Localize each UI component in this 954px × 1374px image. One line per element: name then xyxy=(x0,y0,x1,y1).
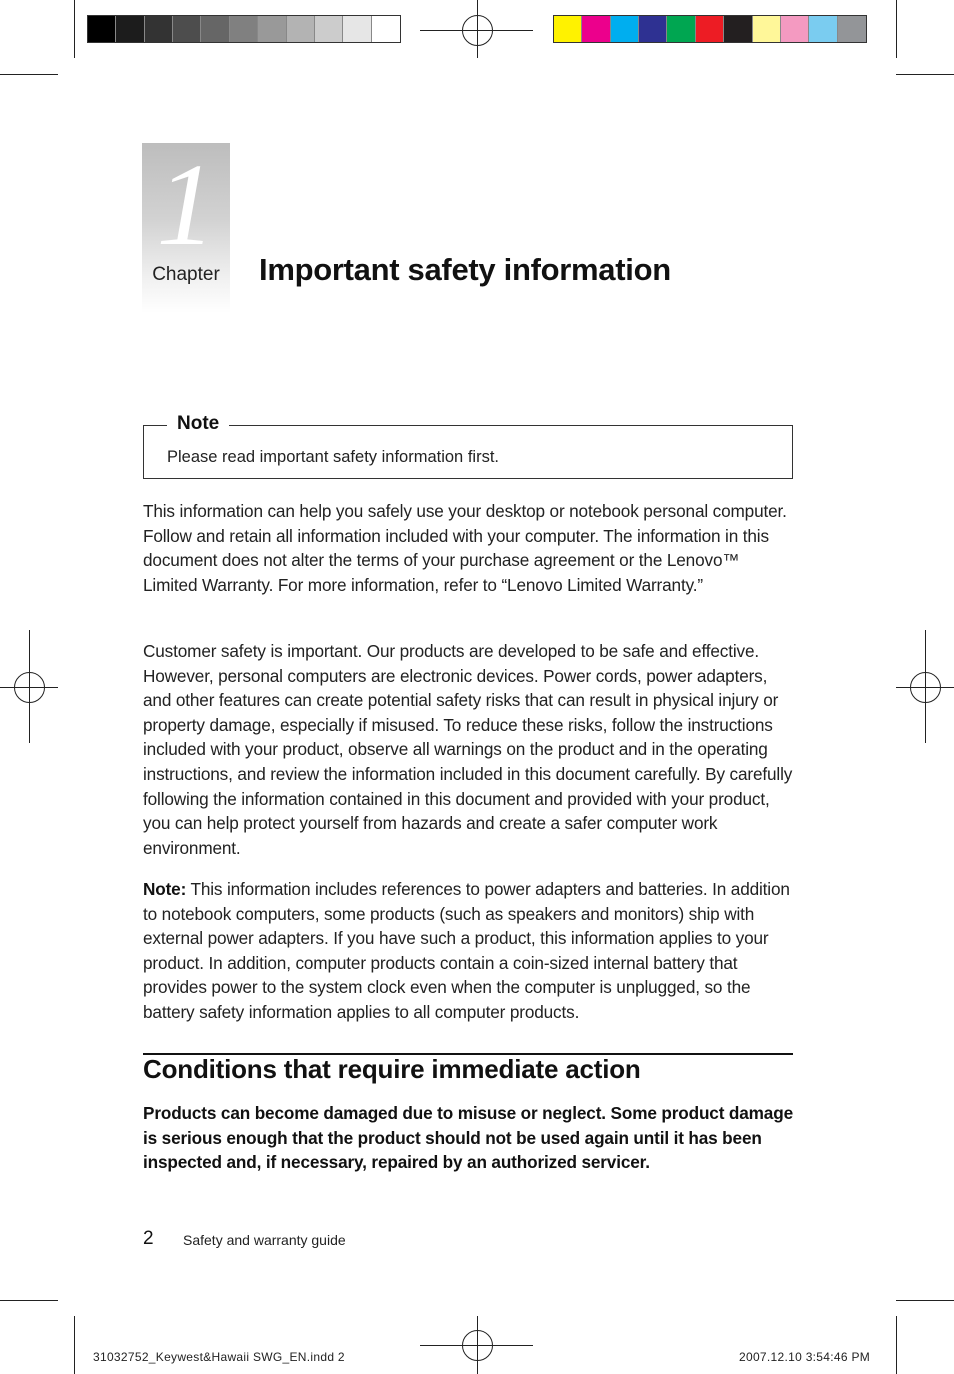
color-swatch xyxy=(753,16,781,42)
note-lead: Note: xyxy=(143,879,187,899)
color-swatch xyxy=(781,16,809,42)
slug-filename: 31032752_Keywest&Hawaii SWG_EN.indd 2 xyxy=(93,1350,345,1364)
crop-mark xyxy=(74,0,75,58)
color-swatch xyxy=(372,16,400,42)
crop-mark xyxy=(0,74,58,75)
page-number: 2 xyxy=(143,1228,154,1249)
chapter-label: Chapter xyxy=(152,264,220,285)
grayscale-color-bar xyxy=(87,15,401,43)
process-color-bar xyxy=(553,15,867,43)
crop-mark xyxy=(896,1300,954,1301)
section-intro: Products can become damaged due to misuse or neglect. Some product damage is serious enough that the product should not be used again until it has been inspected and, if necessary, repaired by an authorized servicer. xyxy=(143,1103,793,1173)
slug-timestamp: 2007.12.10 3:54:46 PM xyxy=(739,1350,871,1364)
color-swatch xyxy=(724,16,752,42)
crop-mark xyxy=(896,1316,897,1374)
color-swatch xyxy=(639,16,667,42)
color-swatch xyxy=(315,16,343,42)
crop-mark xyxy=(896,74,954,75)
note-paragraph-text: This information includes references to power adapters and batteries. In addition to notebook computers, some products (such as speakers and monitors) ship with external power adapters. If you have such a product, this information applies to your product. In addition, computer products contain a coin-sized internal battery that provides power to the system clock even when the computer is unplugged, so the battery safety information applies to all computer products. xyxy=(143,879,790,1022)
color-swatch xyxy=(173,16,201,42)
chapter-number: 1 xyxy=(156,139,216,270)
color-swatch xyxy=(201,16,229,42)
note-label: Note xyxy=(167,413,229,435)
color-swatch xyxy=(809,16,837,42)
color-swatch xyxy=(582,16,610,42)
crop-mark xyxy=(896,0,897,58)
color-swatch xyxy=(116,16,144,42)
color-swatch xyxy=(838,16,866,42)
intro-paragraph: This information can help you safely use your desktop or notebook personal computer. Follow and retain all information included with your computer. The information in this document does not alter the terms of your purchase agreement or the Lenovo™ Limited Warranty. For more information, refer to “Lenovo Limited Warranty.” xyxy=(143,501,787,595)
color-swatch xyxy=(554,16,582,42)
color-swatch xyxy=(696,16,724,42)
page-title: Important safety information xyxy=(259,252,671,287)
crop-mark xyxy=(0,1300,58,1301)
note-paragraph xyxy=(143,877,798,1025)
color-swatch xyxy=(258,16,286,42)
running-footer: Safety and warranty guide xyxy=(183,1232,346,1248)
color-swatch xyxy=(230,16,258,42)
color-swatch xyxy=(145,16,173,42)
crop-mark xyxy=(74,1316,75,1374)
color-swatch xyxy=(287,16,315,42)
customer-safety-paragraph: Customer safety is important. Our products are developed to be safe and effective. However, personal computers are electronic devices. Power cords, power adapters, and other features can create potential safety risks that can result in physical injury or property damage, especially if misused. To reduce these risks, follow the instructions included with your product, observe all warnings on the product and in the operating instructions, and review the information included in this document carefully. By carefully following the information contained in this document and provided with your product, you can help protect yourself from hazards and create a safer computer work environment. xyxy=(143,641,793,858)
color-swatch xyxy=(611,16,639,42)
color-swatch xyxy=(88,16,116,42)
color-swatch xyxy=(667,16,695,42)
color-swatch xyxy=(343,16,371,42)
section-title: Conditions that require immediate action xyxy=(143,1054,641,1084)
note-text: Please read important safety information first. xyxy=(167,448,499,466)
